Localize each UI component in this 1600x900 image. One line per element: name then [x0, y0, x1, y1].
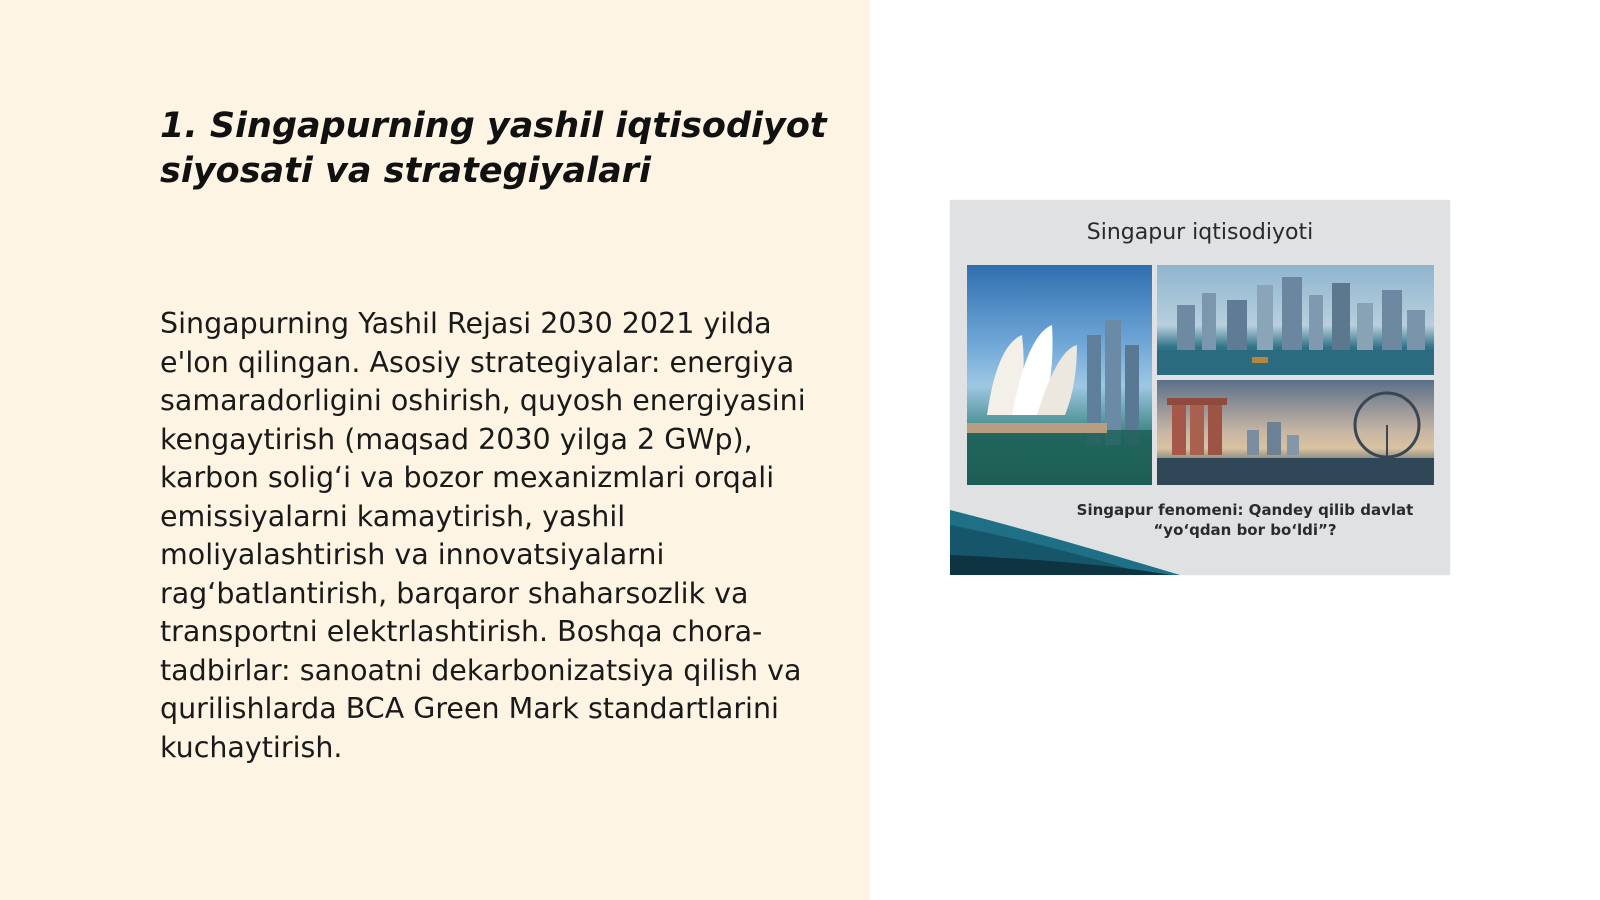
singapore-image-card: [950, 200, 1450, 575]
singapore-flyer-photo: [1157, 380, 1434, 485]
caption-line-2: “yo‘qdan bor bo‘ldi”?: [1153, 521, 1337, 539]
caption-line-1: Singapur fenomeni: Qandey qilib davlat: [1076, 501, 1414, 519]
slide-title: 1. Singapurning yashil iqtisodiyot siyosati va strategiyalari: [160, 106, 827, 191]
city-skyline-photo: [1157, 265, 1434, 375]
marina-bay-photo: [967, 265, 1152, 485]
slide-body-text: Singapurning Yashil Rejasi 2030 2021 yilda e'lon qilingan. Asosiy strategiyalar: energiya samaradorligini oshirish, quyosh energiyasini kengaytirish (maqsad 2030 yilga 2 GWp), karbon solig‘i va bozor mexanizmlari orqali emissiyalarni kamaytirish, yashil moliyalashtirish va innovatsiyalarni rag‘batlantirish, barqaror shaharsozlik va transportni elektrlashtirish. Boshqa chora-tadbirlar: sanoatni dekarbonizatsiya qilish va qurilishlarda BCA Green Mark standartlarini kuchaytirish.: [160, 307, 806, 764]
image-card-title: Singapur iqtisodiyoti: [1086, 220, 1314, 245]
image-card-caption: [1060, 500, 1430, 540]
